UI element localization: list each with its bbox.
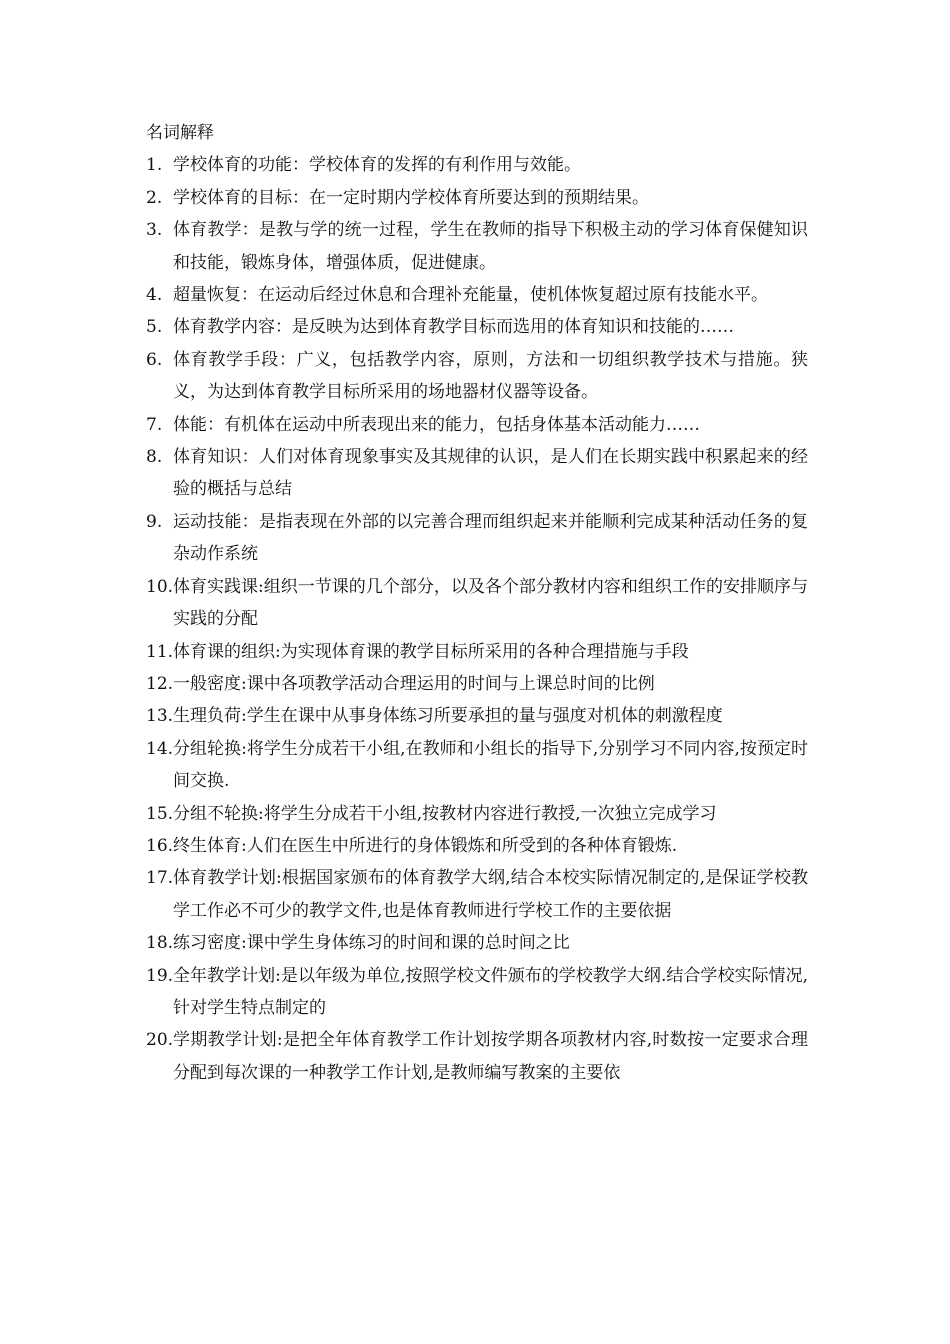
definition-item <box>146 733 808 798</box>
item-text: 体育课的组织:为实现体育课的教学目标所采用的各种合理措施与手段 <box>173 641 689 662</box>
item-number: 5. <box>146 317 163 338</box>
definition-item <box>146 798 808 830</box>
item-number: 2. <box>146 187 163 208</box>
item-number: 20. <box>146 1030 174 1051</box>
item-text: 体能：有机体在运动中所表现出来的能力，包括身体基本活动能力…… <box>173 414 700 435</box>
item-text: 运动技能：是指表现在外部的以完善合理而组织起来并能顺利完成某种活动任务的复杂动作系统 <box>173 511 808 565</box>
item-number: 1. <box>146 155 163 176</box>
definition-item <box>146 830 808 862</box>
definition-item <box>146 862 808 927</box>
definition-item <box>146 149 808 181</box>
item-text: 终生体育:人们在医生中所进行的身体锻炼和所受到的各种体育锻炼. <box>173 835 678 856</box>
definition-item <box>146 571 808 636</box>
item-text: 体育实践课:组织一节课的几个部分，以及各个部分教材内容和组织工作的安排顺序与实践的分配 <box>173 576 808 630</box>
item-number: 6. <box>146 349 163 370</box>
item-number: 7. <box>146 414 163 435</box>
definition-item <box>146 214 808 279</box>
definition-item <box>146 279 808 311</box>
item-number: 17. <box>146 868 174 889</box>
document-title: 名词解释 <box>146 123 214 143</box>
item-number: 15. <box>146 803 174 824</box>
item-text: 分组不轮换:将学生分成若干小组,按教材内容进行教授,一次独立完成学习 <box>173 803 717 824</box>
item-number: 19. <box>146 965 174 986</box>
definition-item <box>146 960 808 1025</box>
item-number: 16. <box>146 835 174 856</box>
item-text: 学校体育的功能：学校体育的发挥的有利作用与效能。 <box>173 155 581 176</box>
item-text: 超量恢复：在运动后经过休息和合理补充能量，使机体恢复超过原有技能水平。 <box>173 285 768 306</box>
definition-item <box>146 1024 808 1089</box>
item-text: 体育知识：人们对体育现象事实及其规律的认识，是人们在长期实践中积累起来的经验的概括与总结 <box>173 447 808 500</box>
item-text: 全年教学计划:是以年级为单位,按照学校文件颁布的学校教学大纲.结合学校实际情况,针对学生特点制定的 <box>173 965 808 1018</box>
definition-item <box>146 700 808 732</box>
definition-item <box>146 506 808 571</box>
item-number: 4. <box>146 285 163 306</box>
document-page <box>146 117 808 1089</box>
definition-item <box>146 182 808 214</box>
definition-list <box>146 149 808 1089</box>
definition-item <box>146 344 808 409</box>
item-number: 8. <box>146 447 163 468</box>
definition-item <box>146 636 808 668</box>
definition-item <box>146 409 808 441</box>
item-number: 12. <box>146 673 174 694</box>
item-text: 学校体育的目标：在一定时期内学校体育所要达到的预期结果。 <box>173 187 649 208</box>
item-number: 13. <box>146 706 174 727</box>
item-text: 分组轮换:将学生分成若干小组,在教师和小组长的指导下,分别学习不同内容,按预定时间交换. <box>173 738 808 792</box>
definition-item <box>146 668 808 700</box>
item-text: 体育教学手段：广义，包括教学内容，原则，方法和一切组织教学技术与措施。狭义，为达到体育教学目标所采用的场地器材仪器等设备。 <box>173 349 808 403</box>
item-number: 3. <box>146 220 163 241</box>
item-number: 18. <box>146 933 174 954</box>
item-text: 学期教学计划:是把全年体育教学工作计划按学期各项教材内容,时数按一定要求合理分配到每次课的一种教学工作计划,是教师编写教案的主要依 <box>173 1030 808 1083</box>
item-number: 11. <box>146 641 174 662</box>
item-text: 一般密度:课中各项教学活动合理运用的时间与上课总时间的比例 <box>173 673 655 694</box>
definition-item <box>146 927 808 959</box>
definition-item <box>146 311 808 343</box>
item-text: 体育教学计划:根据国家颁布的体育教学大纲,结合本校实际情况制定的,是保证学校教学工作必不可少的教学文件,也是体育教师进行学校工作的主要依据 <box>173 868 808 921</box>
item-text: 体育教学内容：是反映为达到体育教学目标而选用的体育知识和技能的…… <box>173 317 734 338</box>
item-text: 练习密度:课中学生身体练习的时间和课的总时间之比 <box>173 933 570 954</box>
item-text: 体育教学：是教与学的统一过程，学生在教师的指导下积极主动的学习体育保健知识和技能，锻炼身体，增强体质，促进健康。 <box>173 220 808 273</box>
item-number: 14. <box>146 738 174 759</box>
item-number: 10. <box>146 576 174 597</box>
item-number: 9. <box>146 511 163 532</box>
definition-item <box>146 441 808 506</box>
item-text: 生理负荷:学生在课中从事身体练习所要承担的量与强度对机体的刺激程度 <box>173 706 723 727</box>
